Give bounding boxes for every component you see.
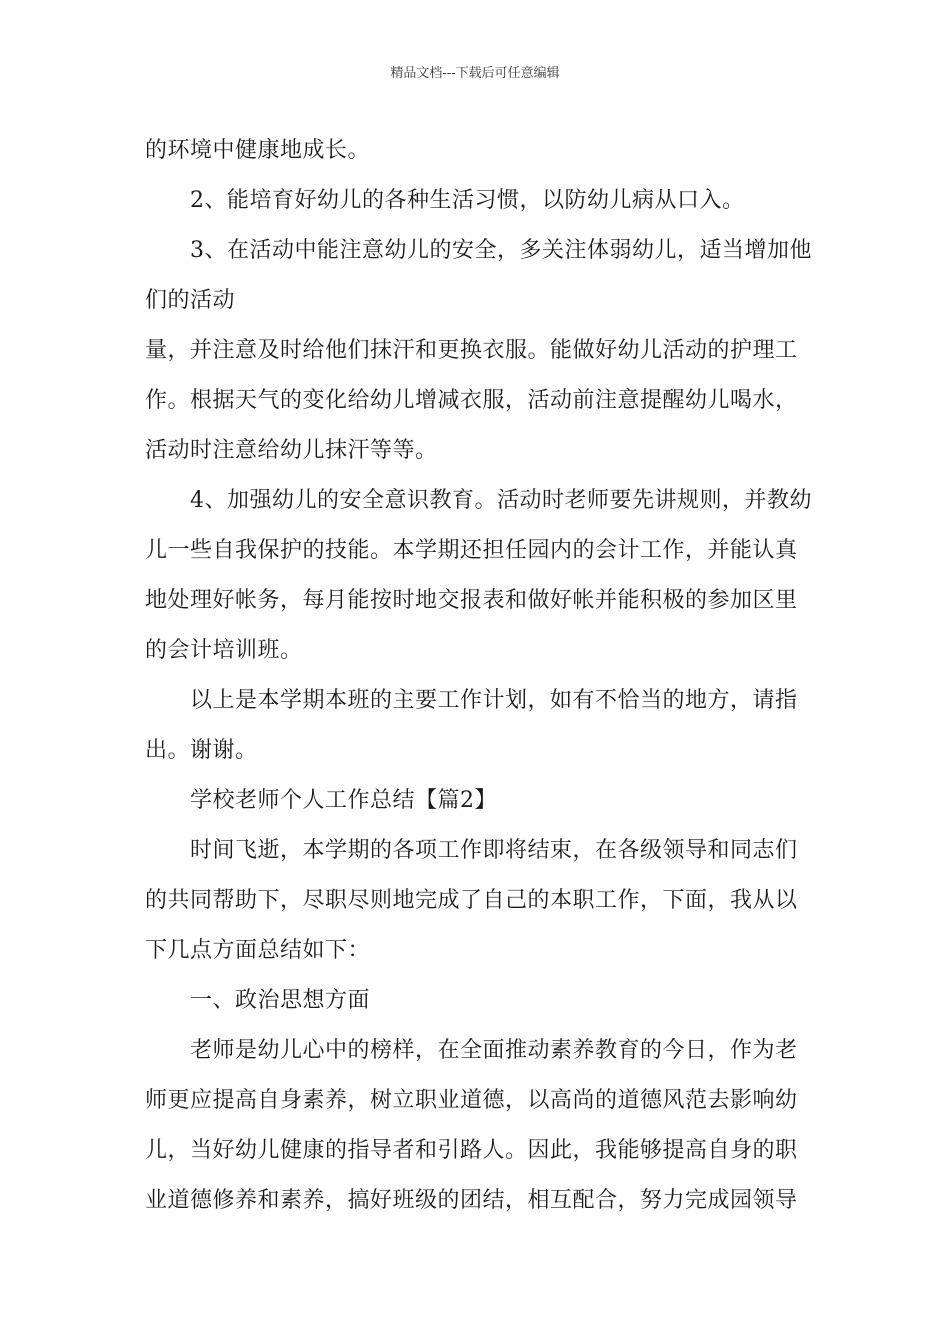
text-line: 下几点方面总结如下：	[145, 938, 371, 963]
text-line: 时间飞逝，本学期的各项工作即将结束，在各级领导和同志们	[190, 838, 798, 863]
text-line: 出。谢谢。	[145, 738, 258, 763]
text-line: 儿一些自我保护的技能。本学期还担任园内的会计工作，并能认真	[145, 538, 798, 563]
page-header: 精品文档---下载后可任意编辑	[390, 66, 560, 81]
text-line: 的会计培训班。	[145, 638, 303, 663]
section-heading: 学校老师个人工作总结【篇2】	[190, 788, 497, 813]
text-line: 师更应提高自身素养，树立职业道德，以高尚的道德风范去影响幼	[145, 1088, 798, 1113]
text-line: 老师是幼儿心中的榜样，在全面推动素养教育的今日，作为老	[190, 1038, 798, 1063]
text-line: 们的活动	[145, 288, 236, 313]
text-line: 儿，当好幼儿健康的指导者和引路人。因此，我能够提高自身的职	[145, 1138, 798, 1163]
text-line: 2、能培育好幼儿的各种生活习惯，以防幼儿病从口入。	[190, 188, 745, 213]
text-line: 3、在活动中能注意幼儿的安全，多关注体弱幼儿，适当增加他	[190, 238, 812, 263]
text-line: 4、加强幼儿的安全意识教育。活动时老师要先讲规则，并教幼	[190, 488, 812, 513]
text-line: 活动时注意给幼儿抹汗等等。	[145, 438, 438, 463]
subsection-heading: 一、政治思想方面	[190, 988, 371, 1013]
text-line: 以上是本学期本班的主要工作计划，如有不恰当的地方，请指	[190, 688, 798, 713]
text-line: 的共同帮助下，尽职尽则地完成了自己的本职工作，下面，我从以	[145, 888, 798, 913]
text-line: 地处理好帐务，每月能按时地交报表和做好帐并能积极的参加区里	[145, 588, 798, 613]
text-line: 作。根据天气的变化给幼儿增减衣服，活动前注意提醒幼儿喝水，	[145, 388, 798, 413]
text-line: 的环境中健康地成长。	[145, 138, 371, 163]
text-line: 业道德修养和素养，搞好班级的团结，相互配合，努力完成园领导	[145, 1188, 798, 1213]
text-line: 量，并注意及时给他们抹汗和更换衣服。能做好幼儿活动的护理工	[145, 338, 798, 363]
